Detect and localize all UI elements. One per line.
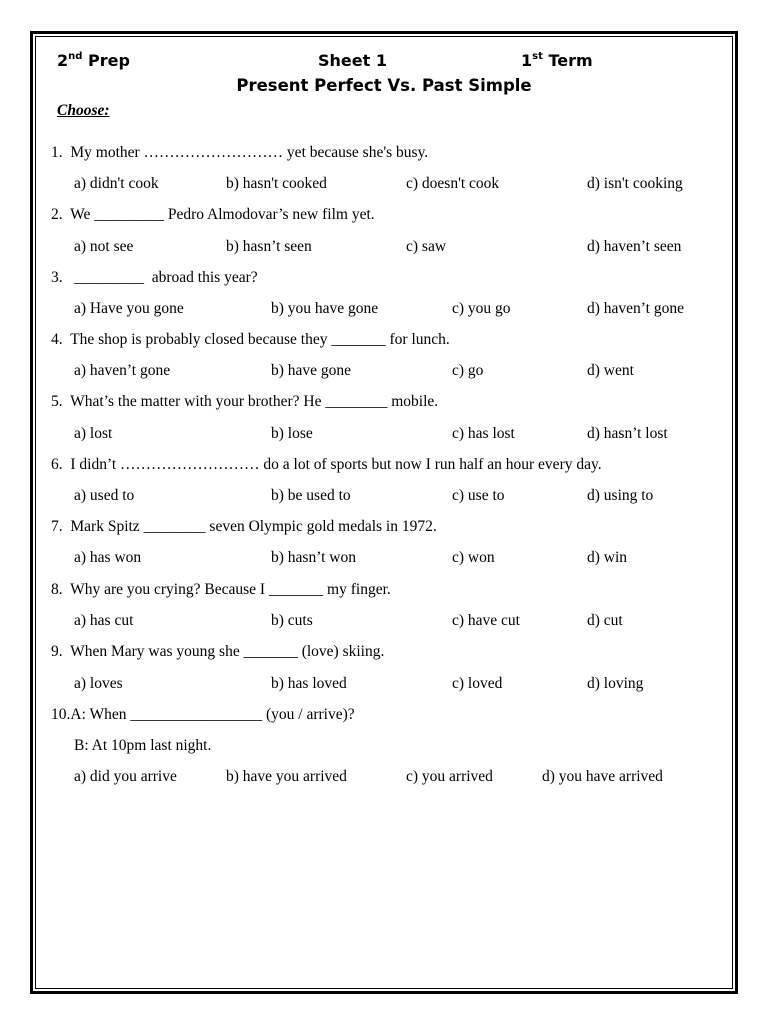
question-1-option-b: b) hasn't cooked (226, 175, 327, 192)
question-5-option-b: b) lose (271, 425, 313, 442)
question-4: 4. The shop is probably closed because they _______ for lunch. (51, 331, 450, 348)
question-6-option-d: d) using to (587, 487, 654, 504)
question-3-option-b: b) you have gone (271, 300, 379, 317)
question-9-option-d: d) loving (587, 675, 644, 692)
question-3-option-d: d) haven’t gone (587, 300, 684, 317)
question-7-option-a: a) has won (74, 549, 142, 566)
question-5-option-d: d) hasn’t lost (587, 425, 668, 442)
question-8-option-c: c) have cut (452, 612, 520, 629)
question-2-option-d: d) haven’t seen (587, 238, 682, 255)
question-8-option-a: a) has cut (74, 612, 134, 629)
question-9: 9. When Mary was young she _______ (love) skiing. (51, 643, 385, 660)
question-6: 6. I didn’t ……………………… do a lot of sports but now I run half an hour every day. (51, 456, 602, 473)
question-5: 5. What’s the matter with your brother? He ________ mobile. (51, 393, 439, 410)
question-8: 8. Why are you crying? Because I _______ my finger. (51, 581, 391, 598)
question-6-option-b: b) be used to (271, 487, 351, 504)
question-7: 7. Mark Spitz ________ seven Olympic gold medals in 1972. (51, 518, 437, 535)
question-7-option-d: d) win (587, 549, 628, 566)
question-10-option-d: d) you have arrived (542, 768, 663, 785)
question-10-option-c: c) you arrived (406, 768, 493, 785)
question-9-option-c: c) loved (452, 675, 503, 692)
question-2-option-c: c) saw (406, 238, 447, 255)
question-8-option-d: d) cut (587, 612, 623, 629)
question-1: 1. My mother ……………………… yet because she's busy. (51, 144, 429, 161)
question-5-option-a: a) lost (74, 425, 113, 442)
instruction-label: Choose: (57, 102, 110, 119)
question-9-option-b: b) has loved (271, 675, 347, 692)
question-5-option-c: c) has lost (452, 425, 515, 442)
question-3-option-a: a) Have you gone (74, 300, 184, 317)
worksheet-title: Present Perfect Vs. Past Simple (236, 76, 532, 95)
question-4-option-b: b) have gone (271, 362, 352, 379)
question-2-option-a: a) not see (74, 238, 134, 255)
question-6-option-a: a) used to (74, 487, 135, 504)
question-1-option-a: a) didn't cook (74, 175, 159, 192)
question-10: 10.A: When _________________ (you / arrive)? (51, 706, 355, 723)
question-6-option-c: c) use to (452, 487, 505, 504)
question-2: 2. We _________ Pedro Almodovar’s new film yet. (51, 206, 375, 223)
question-8-option-b: b) cuts (271, 612, 313, 629)
term-label: 1st Term (521, 51, 593, 70)
question-9-option-a: a) loves (74, 675, 123, 692)
question-1-option-d: d) isn't cooking (587, 175, 683, 192)
question-3-option-c: c) you go (452, 300, 511, 317)
question-1-option-c: c) doesn't cook (406, 175, 500, 192)
question-4-option-a: a) haven’t gone (74, 362, 171, 379)
question-7-option-b: b) hasn’t won (271, 549, 356, 566)
question-2-option-b: b) hasn’t seen (226, 238, 312, 255)
question-10-line-2: B: At 10pm last night. (74, 737, 212, 754)
question-7-option-c: c) won (452, 549, 495, 566)
question-4-option-d: d) went (587, 362, 634, 379)
sheet-label: Sheet 1 (318, 51, 387, 70)
question-4-option-c: c) go (452, 362, 484, 379)
question-3: 3. _________ abroad this year? (51, 269, 258, 286)
grade-label: 2nd Prep (57, 51, 130, 70)
question-10-option-b: b) have you arrived (226, 768, 347, 785)
question-10-option-a: a) did you arrive (74, 768, 177, 785)
